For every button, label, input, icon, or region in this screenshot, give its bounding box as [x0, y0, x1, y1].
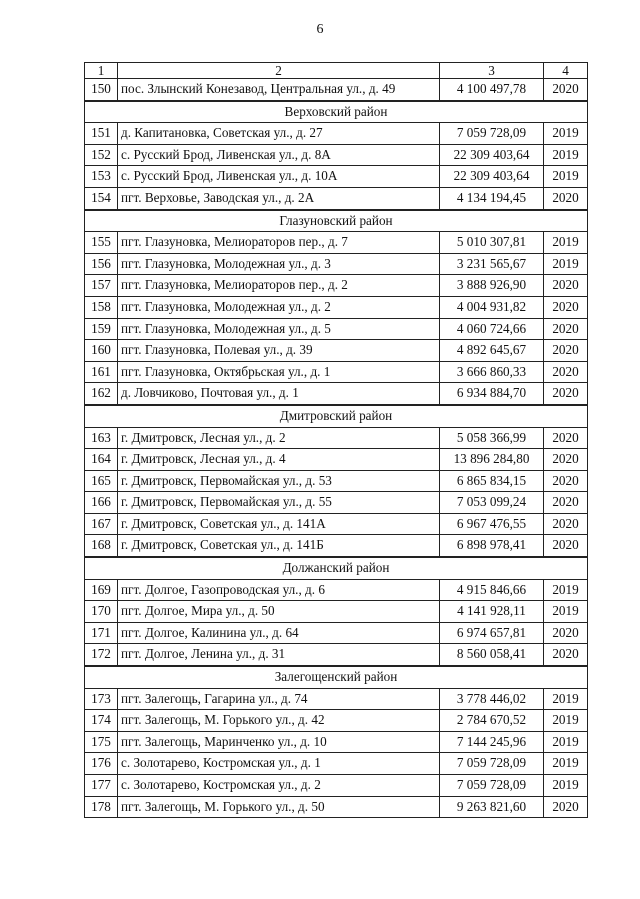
table-row	[85, 710, 588, 732]
table-row	[85, 79, 588, 101]
row-number: 154	[85, 187, 118, 209]
address-cell: с. Золотарево, Костромская ул., д. 2	[118, 775, 440, 797]
district-header-row	[85, 210, 588, 232]
district-header-row	[85, 101, 588, 123]
table-row	[85, 579, 588, 601]
amount-cell: 3 778 446,02	[440, 688, 544, 710]
amount-cell: 4 915 846,66	[440, 579, 544, 601]
amount-cell: 7 059 728,09	[440, 775, 544, 797]
address-cell: д. Капитановка, Советская ул., д. 27	[118, 123, 440, 145]
address-cell: пгт. Глазуновка, Мелиораторов пер., д. 2	[118, 275, 440, 297]
district-name: Залегощенский район	[85, 666, 588, 688]
table-row	[85, 383, 588, 405]
year-cell: 2020	[544, 340, 588, 362]
year-cell: 2020	[544, 470, 588, 492]
row-number: 164	[85, 449, 118, 471]
address-cell: г. Дмитровск, Советская ул., д. 141А	[118, 513, 440, 535]
table-row	[85, 513, 588, 535]
district-header-row	[85, 557, 588, 579]
year-cell: 2020	[544, 644, 588, 666]
year-cell: 2020	[544, 449, 588, 471]
amount-cell: 22 309 403,64	[440, 166, 544, 188]
row-number: 173	[85, 688, 118, 710]
amount-cell: 4 100 497,78	[440, 79, 544, 101]
district-name: Дмитровский район	[85, 405, 588, 427]
amount-cell: 4 060 724,66	[440, 318, 544, 340]
table-row	[85, 296, 588, 318]
row-number: 155	[85, 232, 118, 254]
row-number: 160	[85, 340, 118, 362]
row-number: 169	[85, 579, 118, 601]
address-cell: г. Дмитровск, Лесная ул., д. 2	[118, 427, 440, 449]
year-cell: 2019	[544, 753, 588, 775]
row-number: 175	[85, 731, 118, 753]
table-row	[85, 123, 588, 145]
row-number: 153	[85, 166, 118, 188]
table-row	[85, 753, 588, 775]
row-number: 161	[85, 361, 118, 383]
year-cell: 2019	[544, 775, 588, 797]
address-cell: пгт. Долгое, Ленина ул., д. 31	[118, 644, 440, 666]
amount-cell: 4 134 194,45	[440, 187, 544, 209]
year-cell: 2020	[544, 187, 588, 209]
table-row	[85, 731, 588, 753]
address-cell: пгт. Глазуновка, Полевая ул., д. 39	[118, 340, 440, 362]
row-number: 150	[85, 79, 118, 101]
row-number: 166	[85, 492, 118, 514]
district-name: Верховский район	[85, 101, 588, 123]
amount-cell: 2 784 670,52	[440, 710, 544, 732]
table-body	[85, 79, 588, 818]
row-number: 156	[85, 253, 118, 275]
table-row	[85, 492, 588, 514]
row-number: 165	[85, 470, 118, 492]
table-row	[85, 688, 588, 710]
amount-cell: 3 231 565,67	[440, 253, 544, 275]
amount-cell: 7 053 099,24	[440, 492, 544, 514]
year-cell: 2019	[544, 144, 588, 166]
year-cell: 2019	[544, 166, 588, 188]
row-number: 157	[85, 275, 118, 297]
year-cell: 2020	[544, 513, 588, 535]
page-number: 6	[316, 22, 324, 37]
column-header-3: 3	[440, 63, 544, 79]
address-cell: с. Золотарево, Костромская ул., д. 1	[118, 753, 440, 775]
address-cell: г. Дмитровск, Лесная ул., д. 4	[118, 449, 440, 471]
amount-cell: 9 263 821,60	[440, 796, 544, 818]
address-cell: пгт. Залегощь, Маринченко ул., д. 10	[118, 731, 440, 753]
table-row	[85, 601, 588, 623]
row-number: 159	[85, 318, 118, 340]
amount-cell: 7 059 728,09	[440, 753, 544, 775]
amount-cell: 6 898 978,41	[440, 535, 544, 557]
year-cell: 2020	[544, 622, 588, 644]
table-row	[85, 232, 588, 254]
year-cell: 2019	[544, 253, 588, 275]
table-row	[85, 449, 588, 471]
table-row	[85, 775, 588, 797]
amount-cell: 22 309 403,64	[440, 144, 544, 166]
row-number: 168	[85, 535, 118, 557]
table-row	[85, 318, 588, 340]
address-cell: пгт. Глазуновка, Октябрьская ул., д. 1	[118, 361, 440, 383]
amount-cell: 5 058 366,99	[440, 427, 544, 449]
address-cell: г. Дмитровск, Первомайская ул., д. 53	[118, 470, 440, 492]
amount-cell: 6 974 657,81	[440, 622, 544, 644]
address-cell: пгт. Залегощь, М. Горького ул., д. 42	[118, 710, 440, 732]
amount-cell: 6 967 476,55	[440, 513, 544, 535]
amount-cell: 3 888 926,90	[440, 275, 544, 297]
address-cell: пгт. Залегощь, М. Горького ул., д. 50	[118, 796, 440, 818]
amount-cell: 6 934 884,70	[440, 383, 544, 405]
year-cell: 2019	[544, 232, 588, 254]
row-number: 171	[85, 622, 118, 644]
year-cell: 2020	[544, 361, 588, 383]
address-cell: пгт. Глазуновка, Молодежная ул., д. 2	[118, 296, 440, 318]
year-cell: 2019	[544, 123, 588, 145]
amount-cell: 7 059 728,09	[440, 123, 544, 145]
amount-cell: 8 560 058,41	[440, 644, 544, 666]
year-cell: 2020	[544, 79, 588, 101]
address-cell: пгт. Глазуновка, Молодежная ул., д. 3	[118, 253, 440, 275]
district-name: Глазуновский район	[85, 210, 588, 232]
column-header-2: 2	[118, 63, 440, 79]
address-cell: с. Русский Брод, Ливенская ул., д. 10А	[118, 166, 440, 188]
amount-cell: 13 896 284,80	[440, 449, 544, 471]
address-cell: пгт. Долгое, Газопроводская ул., д. 6	[118, 579, 440, 601]
table-row	[85, 253, 588, 275]
year-cell: 2020	[544, 535, 588, 557]
housing-registry-table	[84, 62, 588, 818]
district-header-row	[85, 666, 588, 688]
address-cell: пгт. Верховье, Заводская ул., д. 2А	[118, 187, 440, 209]
table-row	[85, 427, 588, 449]
address-cell: г. Дмитровск, Советская ул., д. 141Б	[118, 535, 440, 557]
row-number: 163	[85, 427, 118, 449]
year-cell: 2020	[544, 492, 588, 514]
amount-cell: 6 865 834,15	[440, 470, 544, 492]
row-number: 178	[85, 796, 118, 818]
amount-cell: 5 010 307,81	[440, 232, 544, 254]
row-number: 158	[85, 296, 118, 318]
row-number: 162	[85, 383, 118, 405]
address-cell: д. Ловчиково, Почтовая ул., д. 1	[118, 383, 440, 405]
address-cell: г. Дмитровск, Первомайская ул., д. 55	[118, 492, 440, 514]
address-cell: пгт. Долгое, Мира ул., д. 50	[118, 601, 440, 623]
table-row	[85, 361, 588, 383]
row-number: 152	[85, 144, 118, 166]
table-row	[85, 340, 588, 362]
year-cell: 2020	[544, 427, 588, 449]
amount-cell: 4 892 645,67	[440, 340, 544, 362]
year-cell: 2019	[544, 731, 588, 753]
year-cell: 2020	[544, 275, 588, 297]
row-number: 167	[85, 513, 118, 535]
amount-cell: 4 004 931,82	[440, 296, 544, 318]
row-number: 151	[85, 123, 118, 145]
year-cell: 2019	[544, 710, 588, 732]
row-number: 174	[85, 710, 118, 732]
address-cell: пгт. Глазуновка, Молодежная ул., д. 5	[118, 318, 440, 340]
year-cell: 2019	[544, 601, 588, 623]
year-cell: 2019	[544, 688, 588, 710]
amount-cell: 3 666 860,33	[440, 361, 544, 383]
year-cell: 2019	[544, 579, 588, 601]
table-row	[85, 644, 588, 666]
table-row	[85, 796, 588, 818]
column-header-4: 4	[544, 63, 588, 79]
year-cell: 2020	[544, 318, 588, 340]
row-number: 170	[85, 601, 118, 623]
table-row	[85, 470, 588, 492]
address-cell: пгт. Глазуновка, Мелиораторов пер., д. 7	[118, 232, 440, 254]
amount-cell: 4 141 928,11	[440, 601, 544, 623]
table-row	[85, 622, 588, 644]
row-number: 177	[85, 775, 118, 797]
table-row	[85, 535, 588, 557]
table-row	[85, 275, 588, 297]
table-row	[85, 166, 588, 188]
address-cell: пгт. Залегощь, Гагарина ул., д. 74	[118, 688, 440, 710]
address-cell: с. Русский Брод, Ливенская ул., д. 8А	[118, 144, 440, 166]
address-cell: пгт. Долгое, Калинина ул., д. 64	[118, 622, 440, 644]
column-number-row	[85, 63, 588, 79]
column-header-1: 1	[85, 63, 118, 79]
row-number: 176	[85, 753, 118, 775]
year-cell: 2020	[544, 796, 588, 818]
district-name: Должанский район	[85, 557, 588, 579]
year-cell: 2020	[544, 383, 588, 405]
table-row	[85, 187, 588, 209]
year-cell: 2020	[544, 296, 588, 318]
amount-cell: 7 144 245,96	[440, 731, 544, 753]
address-cell: пос. Злынский Конезавод, Центральная ул., д. 49	[118, 79, 440, 101]
table-row	[85, 144, 588, 166]
district-header-row	[85, 405, 588, 427]
row-number: 172	[85, 644, 118, 666]
